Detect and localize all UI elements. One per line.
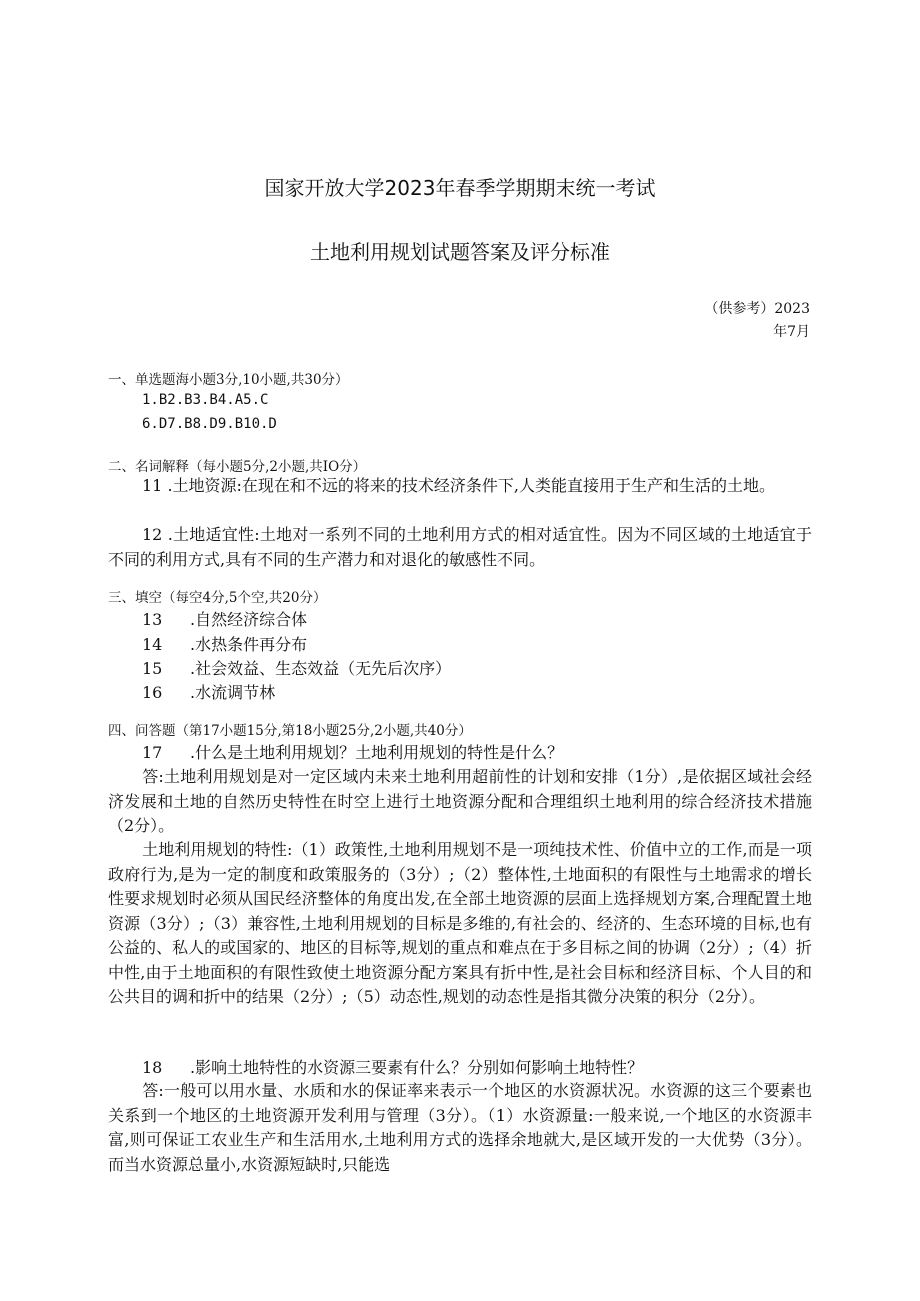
fill-item-number: 16 xyxy=(142,683,163,702)
definition-11 xyxy=(108,474,812,499)
reference-note xyxy=(610,298,810,344)
section-1-heading: 一、单选题海小题3分,10小题,共30分） xyxy=(108,372,349,388)
answer-17-paragraph-1 xyxy=(108,765,812,839)
document-subtitle: 土地利用规划试题答案及评分标准 xyxy=(310,240,610,264)
fill-item-text: .水热条件再分布 xyxy=(190,635,308,654)
question-18-text: .影响土地特性的水资源三要素有什么？分别如何影响土地特性？ xyxy=(190,1058,644,1077)
answer-17-paragraph-2-text: 土地利用规划的特性:（1）政策性,土地利用规划不是一项纯技术性、价值中立的工作,而是一项政府行为,是为一定的制度和政策服务的（3分）;（2）整体性,土地面积的有限性与土地需求的增长性要求规划时必须从国民经济整体的角度出发,在全部土地资源的层面上选择规划方案,合理配置土地资源（3分）;（3）兼容性,土地利用规划的目标是多维的,有社会的、经济的、生态环境的目标,也有公益的、私人的或国家的、地区的目标等,规划的重点和难点在于多目标之间的协调（2分）;（4）折中性,由于土地面积的有限性致使土地资源分配方案具有折中性,是社会目标和经济目标、个人目的和公共目的调和折中的结果（2分）;（5）动态性,规划的动态性是指其微分决策的积分（2分）。 xyxy=(108,840,812,1006)
question-17-number: 17 xyxy=(142,743,163,762)
fill-item xyxy=(142,607,307,630)
reference-line-1: （供参考）2023 xyxy=(704,301,810,317)
fill-item xyxy=(142,632,307,655)
answer-18-paragraph-1-text: 答:一般可以用水量、水质和水的保证率来表示一个地区的水资源状况。水资源的这三个要素也关系到一个地区的土地资源开发利用与管理（3分）。（1）水资源量:一般来说,一个地区的水资源丰富,则可保证工农业生产和生活用水,土地利用方式的选择余地就大,是区域开发的一大优势（3分）。而当水资源总量小,水资源短缺时,只能选 xyxy=(108,1081,812,1174)
question-17-text: .什么是土地利用规划？土地利用规划的特性是什么？ xyxy=(190,743,564,762)
answer-17-paragraph-2 xyxy=(108,838,812,1010)
fill-item xyxy=(142,656,451,679)
fill-item-number: 14 xyxy=(142,635,163,654)
answer-17-paragraph-1-text: 答:土地利用规划是对一定区域内未来土地利用超前性的计划和安排（1分）,是依据区域社会经济发展和土地的自然历史特性在时空上进行土地资源分配和合理组织土地利用的综合经济技术措施（2分）。 xyxy=(108,767,812,835)
reference-line-2: 年7月 xyxy=(773,324,810,340)
fill-item-number: 15 xyxy=(142,659,163,678)
fill-item-text: .自然经济综合体 xyxy=(190,610,308,629)
question-18 xyxy=(142,1055,643,1078)
fill-item-number: 13 xyxy=(142,610,163,629)
question-17 xyxy=(142,740,563,763)
section-1-answers-line-1: 1.B2.B3.B4.A5.C xyxy=(142,392,269,408)
fill-item xyxy=(142,680,275,703)
section-4-heading: 四、问答题（第17小题15分,第18小题25分,2小题,共40分） xyxy=(108,723,472,739)
section-2-heading: 二、名词解释（每小题5分,2小题,共IO分） xyxy=(108,459,367,475)
definition-11-text: 11 .土地资源:在现在和不远的将来的技术经济条件下,人类能直接用于生产和生活的土地。 xyxy=(142,476,776,495)
question-18-number: 18 xyxy=(142,1058,163,1077)
exam-title: 国家开放大学2023年春季学期期末统一考试 xyxy=(264,176,656,200)
fill-item-text: .社会效益、生态效益（无先后次序） xyxy=(190,659,452,678)
fill-item-text: .水流调节林 xyxy=(190,683,276,702)
section-1-answers-line-2: 6.D7.B8.D9.B10.D xyxy=(142,416,277,432)
definition-12-text: 12 .土地适宜性:土地对一系列不同的土地利用方式的相对适宜性。因为不同区域的土地适宜于不同的利用方式,具有不同的生产潜力和对退化的敏感性不同。 xyxy=(108,525,812,569)
definition-12 xyxy=(108,523,812,572)
section-3-heading: 三、填空（每空4分,5个空,共20分） xyxy=(108,590,327,606)
answer-18-paragraph-1 xyxy=(108,1079,812,1177)
